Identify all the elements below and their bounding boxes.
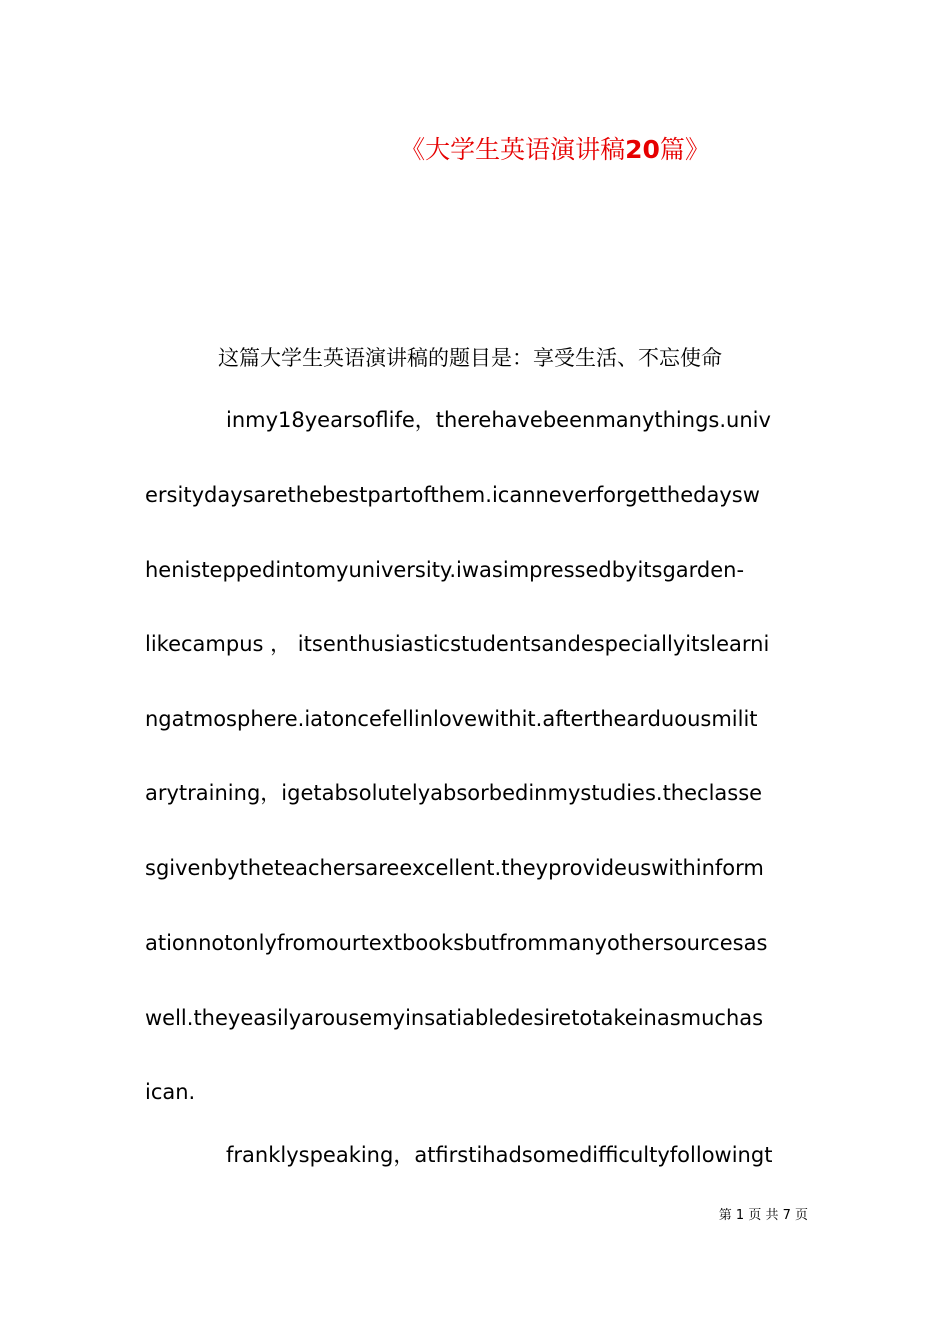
body-line: ican. xyxy=(145,1080,196,1104)
intro-paragraph: 这篇大学生英语演讲稿的题目是：享受生活、不忘使命 xyxy=(218,346,722,370)
body-line: ersitydaysarethebestpartofthem.icanneverforgetthedaysw xyxy=(145,483,760,507)
body-line: likecampus ， itsenthusiasticstudentsandespeciallyitslearni xyxy=(145,632,770,656)
body-line: sgivenbytheteachersareexcellent.theyprovideuswithinform xyxy=(145,856,764,880)
body-line: ngatmosphere.iatoncefellinlovewithit.afterthearduousmilit xyxy=(145,707,758,731)
body-line: inmy18yearsoflife，therehavebeenmanythings.univ xyxy=(226,408,771,432)
title-number: 20 xyxy=(625,135,660,164)
page-number-footer: 第 1 页 共 7 页 xyxy=(718,1208,808,1223)
body-line: well.theyeasilyarousemyinsatiabledesiretotakeinasmuchas xyxy=(145,1006,764,1030)
body-line: ationnotonlyfromourtextbooksbutfrommanyothersourcesas xyxy=(145,931,768,955)
body-line: arytraining，igetabsolutelyabsorbedinmystudies.theclasse xyxy=(145,781,763,805)
body-line: franklyspeaking，atfirstihadsomedifficultyfollowingt xyxy=(226,1143,773,1167)
document-title: 《大学生英语演讲稿20篇》 xyxy=(400,135,710,164)
body-line: henisteppedintomyuniversity.iwasimpressedbyitsgarden- xyxy=(145,558,745,582)
